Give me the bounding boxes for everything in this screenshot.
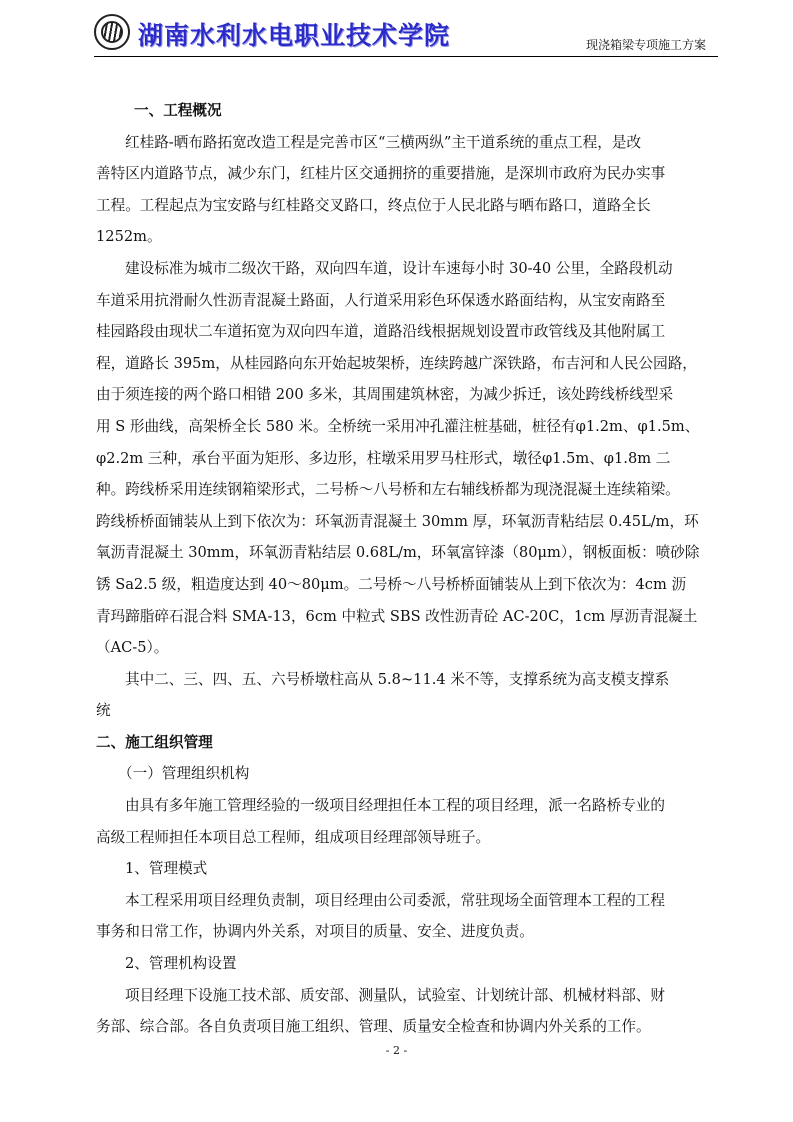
document-body [96, 95, 720, 1043]
text-line: 桂园路段由现状二车道拓宽为双向四车道，道路沿线根据规划设置市政管线及其他附属工 [96, 323, 666, 341]
text-line: （一）管理组织机构 [118, 765, 250, 783]
paragraph [96, 664, 720, 727]
text-line: 工程。工程起点为宝安路与红桂路交叉路口，终点位于人民北路与晒布路口，道路全长 [96, 196, 651, 214]
paragraph [96, 948, 720, 980]
text-line: 由具有多年施工管理经验的一级项目经理担任本工程的项目经理，派一名路桥专业的 [125, 797, 665, 815]
text-line: 1、管理模式 [125, 860, 208, 878]
text-line: 车道采用抗滑耐久性沥青混凝土路面，人行道采用彩色环保透水路面结构，从宝安南路至 [96, 291, 666, 309]
text-line: 其中二、三、四、五、六号桥墩柱高从 5.8~11.4 米不等，支撑系统为高支模支撑系 [125, 670, 670, 688]
text-line: 统 [96, 702, 111, 720]
paragraph [96, 885, 720, 948]
text-line: φ2.2m 三种，承台平面为矩形、多边形，柱墩采用罗马柱形式，墩径φ1.5m、φ1.8m 二 [96, 449, 671, 467]
paragraph [96, 980, 720, 1043]
text-line: 二、施工组织管理 [96, 733, 213, 751]
text-line: （AC-5）。 [96, 639, 169, 657]
page-header [94, 12, 718, 57]
text-line: 事务和日常工作，协调内外关系，对项目的质量、安全、进度负责。 [96, 923, 534, 941]
text-line: 项目经理下设施工技术部、质安部、测量队，试验室、计划统计部、机械材料部、财 [125, 986, 665, 1004]
text-line: 高级工程师担任本项目总工程师，组成项目经理部领导班子。 [96, 828, 491, 846]
page-number: - 2 - [385, 1044, 408, 1057]
section-heading [96, 727, 720, 759]
text-line: 锈 Sa2.5 级，粗造度达到 40～80μm。二号桥～八号桥桥面铺装从上到下依次为：4cm 沥 [96, 575, 687, 593]
paragraph [96, 253, 720, 664]
text-line: 建设标准为城市二级次干路，双向四车道，设计车速每小时 30-40 公里，全路段机动 [125, 259, 673, 277]
text-line: 由于须连接的两个路口相错 200 多米，其周围建筑林密，为减少拆迁，该处跨线桥线型采 [96, 386, 674, 404]
text-line: 氧沥青混凝土 30mm，环氧沥青粘结层 0.68L/m，环氧富锌漆（80μm），钢板面板：喷砂除 [96, 544, 700, 562]
text-line: 红桂路-晒布路拓宽改造工程是完善市区“三横两纵”主干道系统的重点工程，是改 [125, 133, 642, 151]
text-line: 2、管理机构设置 [125, 955, 237, 973]
text-line: 善特区内道路节点，减少东门，红桂片区交通拥挤的重要措施，是深圳市政府为民办实事 [96, 165, 666, 183]
text-line: 本工程采用项目经理负责制，项目经理由公司委派，常驻现场全面管理本工程的工程 [125, 891, 665, 909]
paragraph [96, 127, 720, 253]
text-line: 一、工程概况 [134, 102, 222, 119]
text-line: 1252m。 [96, 228, 162, 246]
text-line: 务部、综合部。各自负责项目施工组织、管理、质量安全检查和协调内外关系的工作。 [96, 1018, 651, 1036]
text-line: 跨线桥桥面铺装从上到下依次为：环氧沥青混凝土 30mm 厚，环氧沥青粘结层 0.45L/m，环 [96, 512, 699, 530]
document-title: 现浇箱梁专项施工方案 [585, 38, 706, 52]
paragraph [96, 790, 720, 853]
paragraph [96, 853, 720, 885]
school-logo-icon [94, 14, 130, 50]
text-line: 用 S 形曲线，高架桥全长 580 米。全桥统一采用冲孔灌注桩基础，桩径有φ1.2m、φ1.5m、 [96, 417, 700, 435]
text-line: 种。跨线桥采用连续钢箱梁形式，二号桥～八号桥和左右辅线桥都为现浇混凝土连续箱梁。 [96, 481, 680, 499]
school-name: 湖南水利水电职业技术学院 [138, 21, 451, 50]
section-heading [96, 95, 720, 127]
text-line: 青玛蹄脂碎石混合料 SMA-13，6cm 中粒式 SBS 改性沥青砼 AC-20C，1cm 厚沥青混凝土 [96, 607, 698, 625]
text-line: 程，道路长 395m，从桂园路向东开始起坡架桥，连续跨越广深铁路，布吉河和人民公园路， [96, 354, 697, 372]
section-heading [96, 758, 720, 790]
